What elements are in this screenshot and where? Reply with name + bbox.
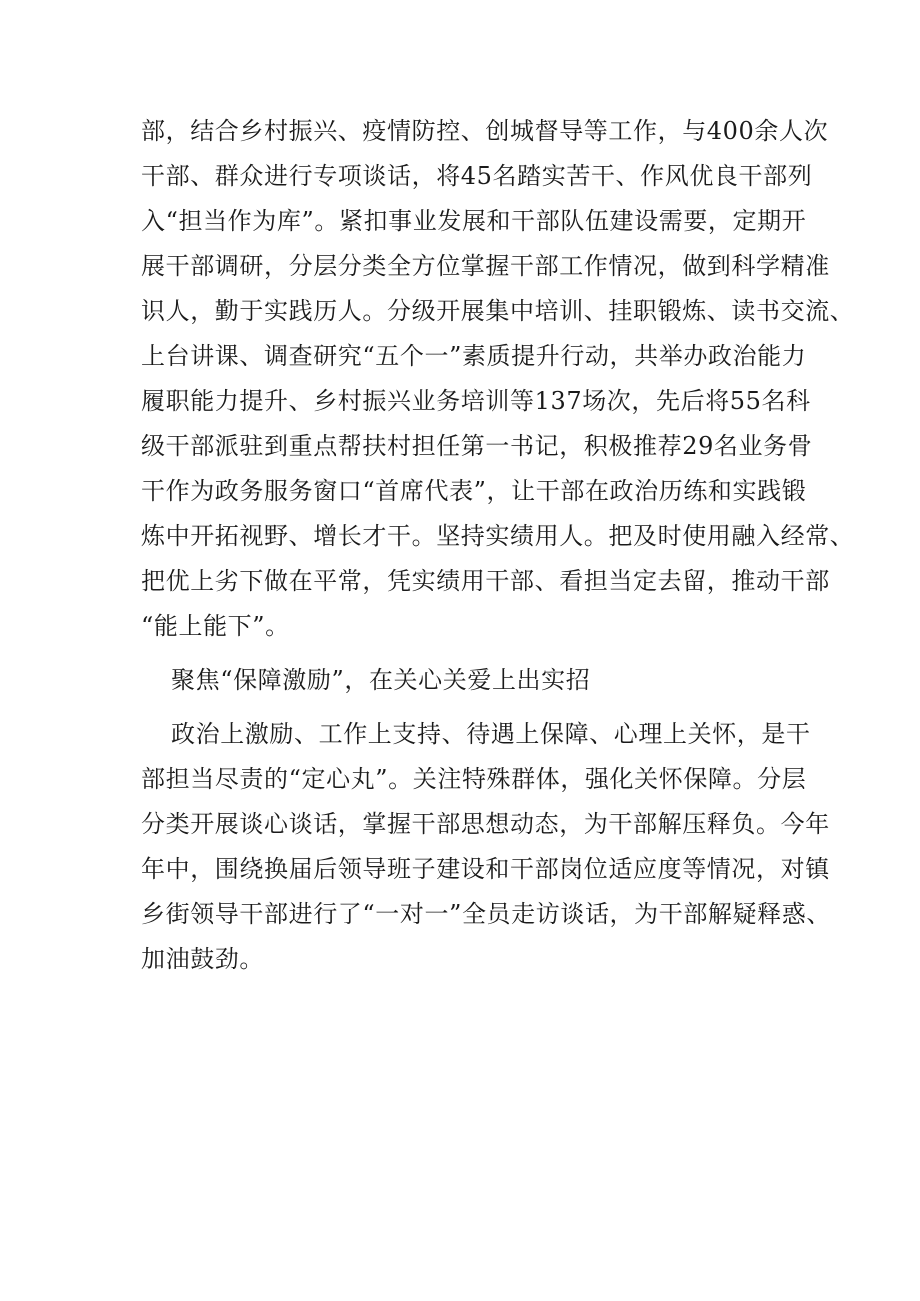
text-line: 把优上劣下做在平常，凭实绩用干部、看担当定去留，推动干部: [141, 567, 830, 595]
text-line: 干部、群众进行专项谈话，将45名踏实苦干、作风优良干部列: [141, 162, 813, 190]
text-line: 加油鼓劲。: [141, 945, 264, 973]
section-heading: 聚焦“保障激励”，在关心关爱上出实招: [171, 666, 591, 694]
text-line: 乡街领导干部进行了“一对一”全员走访谈话，为干部解疑释惑、: [141, 900, 831, 928]
text-line: 炼中开拓视野、增长才干。坚持实绩用人。把及时使用融入经常、: [141, 522, 855, 550]
paragraph-spacer: [141, 649, 791, 658]
document-body: [141, 109, 855, 982]
text-line: 干作为政务服务窗口“首席代表”，让干部在政治历练和实践锻: [141, 477, 807, 505]
text-line: 年中，围绕换届后领导班子建设和干部岗位适应度等情况，对镇: [141, 855, 830, 883]
text-line: 展干部调研，分层分类全方位掌握干部工作情况，做到科学精准: [141, 252, 830, 280]
text-line: 政治上激励、工作上支持、待遇上保障、心理上关怀，是干: [171, 720, 811, 748]
text-line: “能上能下”。: [141, 612, 290, 640]
paragraph-2: [141, 712, 831, 982]
paragraph-spacer: [141, 703, 791, 712]
text-line: 履职能力提升、乡村振兴业务培训等137场次，先后将55名科: [141, 387, 811, 415]
text-line: 部，结合乡村振兴、疫情防控、创城督导等工作，与400余人次: [141, 117, 829, 145]
text-line: 级干部派驻到重点帮扶村担任第一书记，积极推荐29名业务骨: [141, 432, 813, 460]
text-line: 部担当尽责的“定心丸”。关注特殊群体，强化关怀保障。分层: [141, 765, 807, 793]
section-heading-block: [141, 658, 791, 703]
text-line: 上台讲课、调查研究“五个一”素质提升行动，共举办政治能力: [141, 342, 807, 370]
text-line: 分类开展谈心谈话，掌握干部思想动态，为干部解压释负。今年: [141, 810, 830, 838]
text-line: 识人，勤于实践历人。分级开展集中培训、挂职锻炼、读书交流、: [141, 297, 855, 325]
text-line: 入“担当作为库”。紧扣事业发展和干部队伍建设需要，定期开: [141, 207, 807, 235]
paragraph-1: [141, 109, 855, 649]
